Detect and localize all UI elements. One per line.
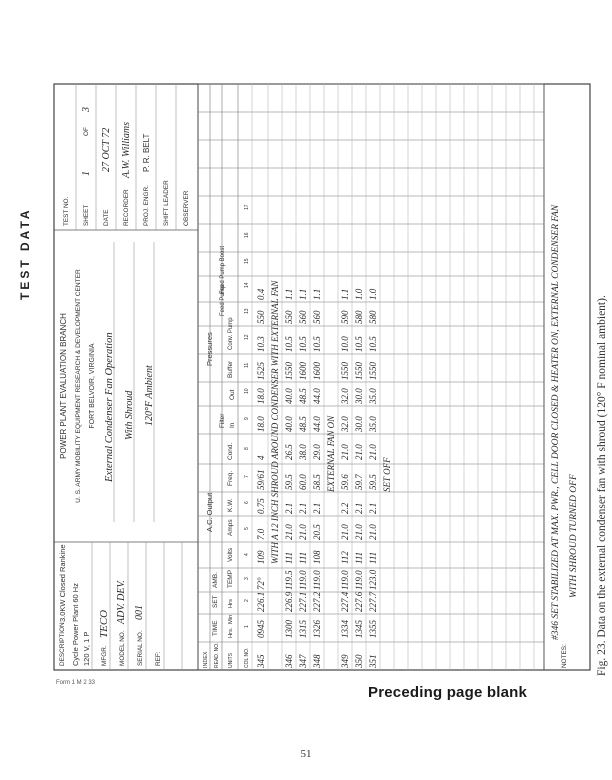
sheet-border: [54, 84, 590, 670]
cell-buffer: 1550: [354, 362, 364, 380]
col-time-label: TIME: [212, 620, 219, 636]
rotated-sheet: [52, 82, 592, 672]
cell-out: 44.0: [312, 388, 322, 404]
cell-freq: 59.7: [354, 474, 364, 490]
cell-kw: 2.1: [312, 502, 322, 514]
cell-out: 40.0: [284, 388, 294, 404]
cell-buffer: 1525: [256, 362, 266, 380]
col-set-label: SET: [212, 595, 219, 608]
cell-no: 349: [340, 654, 350, 668]
cell-set: 227.2: [312, 591, 322, 612]
column-number: 16: [244, 232, 250, 238]
col-filter-label: Filter: [219, 413, 226, 428]
cell-freq: 58.5: [312, 474, 322, 490]
column-number: 11: [244, 362, 250, 368]
cell-kw: 2.1: [298, 502, 308, 514]
cell-buffer: 1600: [312, 362, 322, 380]
cell-volts: 111: [284, 551, 294, 564]
cell-cond: 26.5: [284, 444, 294, 460]
cell-out: 48.5: [298, 388, 308, 404]
sheet-value: 1: [81, 171, 92, 176]
of-value: 3: [81, 107, 92, 112]
cell-amb: 123.0: [368, 569, 378, 590]
cell-boost: 1.0: [354, 288, 364, 300]
cell-conv: 10.5: [368, 336, 378, 352]
col-cond-label: Cond.: [227, 442, 234, 460]
cell-set: 227.1: [298, 591, 308, 612]
description-line2: Cycle Power Plant 60 Hz: [71, 583, 80, 666]
cell-amps: 20.5: [312, 524, 322, 540]
cell-freq: 59.5: [368, 474, 378, 490]
cell-boost: 1.0: [368, 288, 378, 300]
cell-cond: 4: [256, 455, 266, 460]
ac-output-label: A.C. Output: [205, 492, 214, 532]
column-number: 2: [244, 599, 250, 602]
col-amb-label: AMB.: [212, 572, 219, 588]
cell-no: 347: [298, 654, 308, 668]
test-title-line1: External Condenser Fan Operation: [104, 332, 115, 482]
column-number: 12: [244, 334, 250, 340]
org-line3: FORT BELVOIR, VIRGINIA: [89, 343, 96, 429]
test-no-label: TEST NO.: [63, 196, 70, 226]
cell-cond: 21.0: [354, 444, 364, 460]
cell-amb: 119.0: [340, 570, 350, 590]
cell-buffer: 1600: [298, 362, 308, 380]
cell-amps: 21.0: [368, 524, 378, 540]
cell-feed: 550: [284, 310, 294, 324]
cell-freq: 60.0: [298, 474, 308, 490]
col-filter-out-label: Out: [229, 389, 236, 400]
col-no-label: COL NO.: [244, 647, 250, 668]
read-no-label: READ. NO.: [214, 642, 220, 668]
cell-set: 226.1: [256, 591, 266, 612]
column-number: 4: [244, 553, 250, 556]
cell-feed: 560: [312, 310, 322, 324]
col-volts-label: Volts: [227, 547, 234, 562]
data-rows: [252, 84, 534, 670]
cell-freq: 59.5: [284, 474, 294, 490]
cell-buffer: 1550: [368, 362, 378, 380]
cell-in: 18.0: [256, 416, 266, 432]
cell-in: 44.0: [312, 416, 322, 432]
cell-time: 0945: [256, 620, 266, 638]
cell-amb: 119.5: [284, 570, 294, 590]
cell-cond: 21.0: [340, 444, 350, 460]
cell-buffer: 1550: [340, 362, 350, 380]
recorder-label: RECORDER: [123, 189, 130, 226]
cell-out: 35.0: [368, 388, 378, 404]
notes-line1: #346 SET STABILIZED AT MAX. PWR., CELL DOOR CLOSED & HEATER ON, EXTERNAL CONDENSER FAN: [551, 204, 561, 640]
notes-line2: WITH SHROUD TURNED OFF: [569, 474, 579, 598]
serial-label: SERIAL NO.: [137, 630, 144, 666]
col-feed-pump-label: Feed Pump: [220, 284, 226, 316]
cell-out: 32.0: [340, 388, 350, 404]
cell-in: 48.5: [298, 416, 308, 432]
col-min-label: Min: [228, 614, 234, 624]
index-label: INDEX: [203, 651, 209, 668]
cell-amps: 21.0: [340, 524, 350, 540]
model-label: MODEL NO.: [119, 630, 126, 666]
cell-cond: 38.0: [298, 444, 308, 460]
cell-feed: 580: [368, 310, 378, 324]
cell-no: 351: [368, 654, 378, 668]
serial-value: 001: [134, 605, 145, 620]
cell-freq: 59.6: [340, 474, 350, 490]
col-filter-in-label: In: [229, 422, 236, 428]
col-hrs2-label: Hrs: [228, 598, 234, 608]
cell-buffer: 1550: [284, 362, 294, 380]
row-note: WITH A 12 INCH SHROUD AROUND CONDENSER WITH EXTERNAL FAN: [270, 280, 280, 564]
cell-time: 1355: [368, 620, 378, 638]
cell-set: 226.9: [284, 591, 294, 612]
sheet-label: SHEET: [83, 204, 90, 226]
column-number: 9: [244, 417, 250, 420]
notes-label: NOTES:: [561, 644, 568, 668]
cell-conv: 10.0: [340, 336, 350, 352]
cell-volts: 111: [368, 551, 378, 564]
units-label: UNITS: [228, 653, 234, 668]
date-value: 27 OCT 72: [101, 127, 112, 172]
column-number: 13: [244, 308, 250, 314]
description-label: DESCRIPTION: [59, 622, 66, 666]
cell-in: 32.0: [340, 416, 350, 432]
cell-boost: 1.1: [298, 288, 308, 300]
cell-out: 30.0: [354, 388, 364, 404]
cell-freq: 59/61: [256, 469, 266, 490]
column-number: 1: [244, 625, 250, 628]
cell-amps: 21.0: [354, 524, 364, 540]
cell-time: 1345: [354, 620, 364, 638]
col-conv-pump-label: Conv. Pump: [228, 317, 234, 350]
cell-volts: 108: [312, 550, 322, 564]
column-number: 15: [244, 258, 250, 264]
cell-kw: 2.1: [368, 502, 378, 514]
cell-amb: 119.0: [312, 570, 322, 590]
org-line1: POWER PLANT EVALUATION BRANCH: [59, 313, 68, 459]
cell-boost: 1.1: [340, 288, 350, 300]
cell-set: 227.7: [368, 591, 378, 612]
column-number: 7: [244, 475, 250, 478]
col-amps-label: Amps: [227, 519, 234, 536]
column-number: 6: [244, 501, 250, 504]
col-temp-label: TEMP: [227, 569, 234, 588]
of-label: OF: [83, 127, 90, 136]
col-hrs-label: Hrs.: [228, 627, 234, 638]
cell-amps: 21.0: [298, 524, 308, 540]
column-headers: [205, 246, 236, 638]
mfgr-value: TECO: [98, 609, 110, 638]
column-number: 10: [244, 388, 250, 394]
test-title-line2: With Shroud: [124, 390, 135, 440]
page-number: 51: [300, 748, 312, 760]
cell-kw: 2.1: [354, 502, 364, 514]
observer-label: OBSERVER: [183, 190, 190, 226]
cell-set: 227.4: [340, 591, 350, 612]
cell-feed: 590: [340, 310, 350, 324]
cell-kw: 2.1: [284, 502, 294, 514]
cell-feed: 580: [354, 310, 364, 324]
cell-conv: 10.5: [298, 336, 308, 352]
cell-amb: 119.0: [298, 570, 308, 590]
cell-amps: 7.0: [256, 528, 266, 540]
ref-label: REF:: [155, 651, 162, 666]
cell-cond: 29.0: [312, 444, 322, 460]
col-buffer-label: Buffer: [227, 360, 234, 378]
recorder-value: A.W. Williams: [121, 121, 132, 178]
test-title-line3: 120°F Ambient: [144, 365, 155, 426]
cell-conv: 10.5: [284, 336, 294, 352]
column-numbers: [244, 204, 250, 628]
col-freq-label: Freq.: [227, 470, 234, 486]
cell-out: 18.0: [256, 388, 266, 404]
cell-boost: 0.4: [256, 288, 266, 300]
cell-cond: 21.0: [368, 444, 378, 460]
cell-time: 1315: [298, 620, 308, 638]
model-value: ADV. DEV.: [116, 580, 127, 624]
cell-conv: 10.3: [256, 336, 266, 352]
figure-caption: Fig. 23. Data on the external condenser fan with shroud (120° F nominal ambient).: [596, 295, 608, 676]
column-number: 3: [244, 577, 250, 580]
column-number: 14: [244, 282, 250, 288]
description-line3: 120 V, 1 P: [82, 631, 91, 666]
org-line2: U. S. ARMY MOBILITY EQUIPMENT RESEARCH & DEVELOPMENT CENTER: [75, 269, 82, 503]
cell-in: 40.0: [284, 416, 294, 432]
col-feed-pump-boost-label: Feed Pump Boost: [220, 245, 226, 294]
cell-feed: 550: [256, 310, 266, 324]
cell-volts: 111: [354, 551, 364, 564]
cell-conv: 10.5: [354, 336, 364, 352]
date-label: DATE: [103, 209, 110, 226]
cell-boost: 1.1: [284, 288, 294, 300]
cell-amb: 72°: [256, 577, 266, 590]
cell-time: 1326: [312, 620, 322, 638]
description-line1: 3.0KW Closed Rankine: [58, 544, 67, 622]
cell-boost: 1.1: [312, 288, 322, 300]
cell-set: 227.6: [354, 591, 364, 612]
cell-feed: 560: [298, 310, 308, 324]
cell-kw: 0.75: [256, 498, 266, 514]
cell-time: 1300: [284, 620, 294, 638]
cell-no: 350: [354, 654, 364, 668]
sheet-svg: [52, 82, 592, 672]
cell-conv: 10.5: [312, 336, 322, 352]
cell-kw: 2.2: [340, 502, 350, 514]
cell-in: 30.0: [354, 416, 364, 432]
row-note: SET OFF: [382, 457, 392, 492]
cell-amb: 119.0: [354, 570, 364, 590]
proj-engr-label: PROJ. ENGR.: [143, 185, 150, 226]
proj-engr-value: P. R. BELT: [142, 133, 151, 172]
cell-in: 35.0: [368, 416, 378, 432]
preceding-page-blank: Preceding page blank: [368, 684, 528, 701]
cell-volts: 111: [298, 551, 308, 564]
cell-time: 1334: [340, 620, 350, 638]
cell-no: 345: [256, 654, 266, 668]
cell-amps: 21.0: [284, 524, 294, 540]
col-kw-label: K.W.: [227, 498, 234, 512]
column-number: 5: [244, 527, 250, 530]
test-data-sheet: [52, 82, 592, 672]
test-data-title: TEST DATA: [18, 207, 32, 300]
form-code: Form 1 M 2 33: [56, 680, 96, 686]
mfgr-label: MFGR.: [101, 645, 108, 666]
column-number: 8: [244, 447, 250, 450]
cell-no: 348: [312, 654, 322, 668]
shift-leader-label: SHIFT LEADER: [163, 180, 170, 226]
cell-volts: 109: [256, 550, 266, 564]
cell-volts: 112: [340, 551, 350, 564]
pressures-label: Pressures: [205, 332, 214, 366]
cell-no: 346: [284, 654, 294, 668]
column-number: 17: [244, 204, 250, 210]
row-note: EXTERNAL FAN ON: [326, 415, 336, 492]
